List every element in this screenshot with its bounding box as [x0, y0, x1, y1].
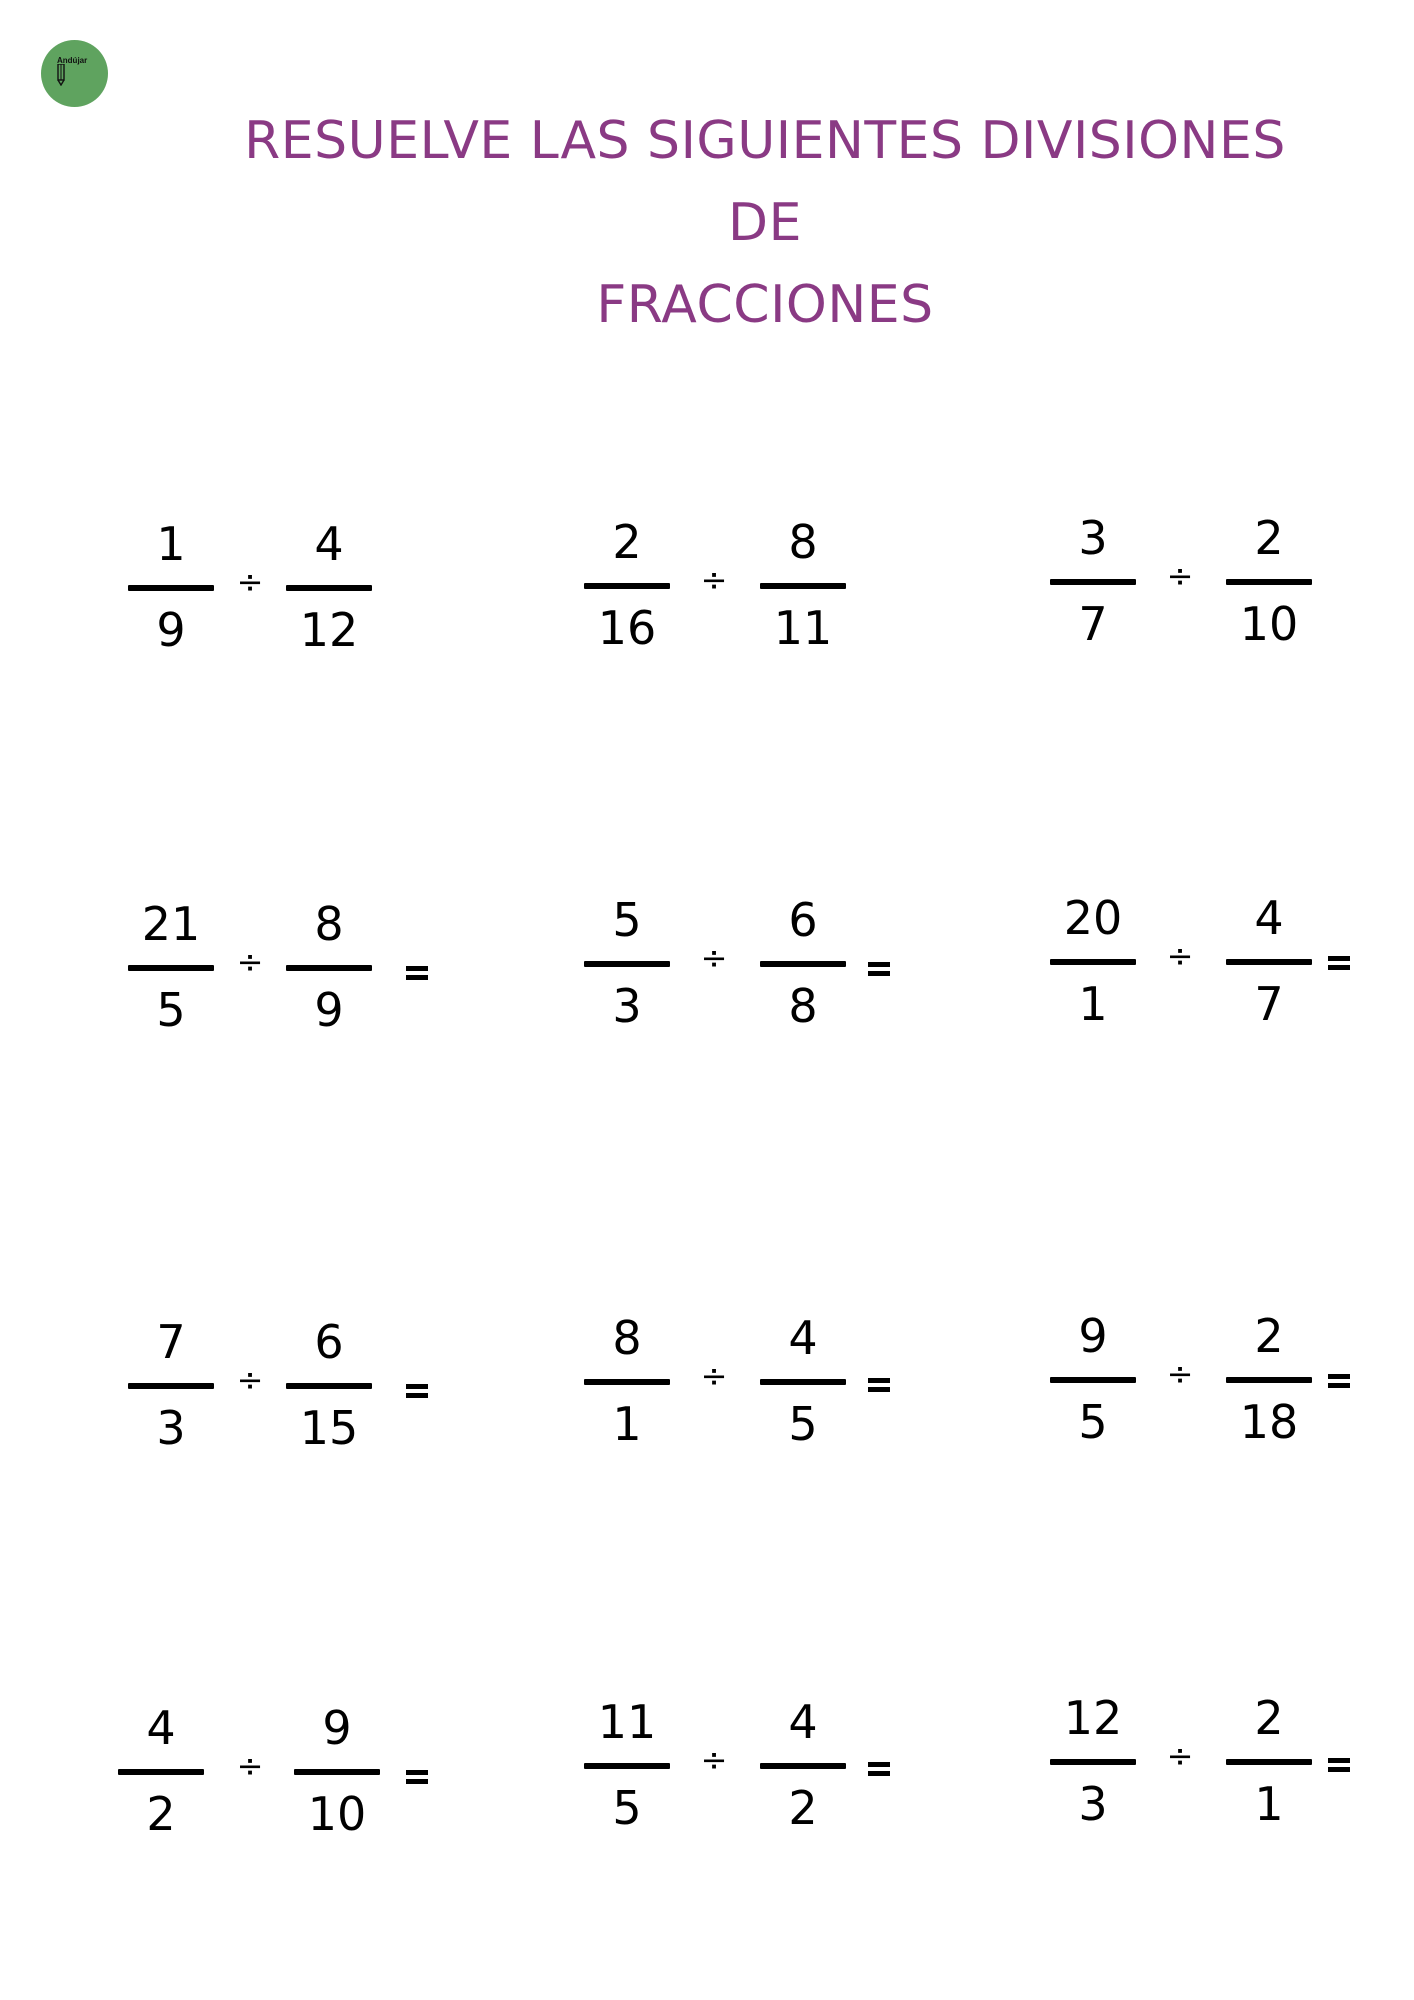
denominator: 10: [1239, 597, 1299, 651]
fraction-bar: [1226, 1759, 1312, 1765]
numerator: 6: [314, 1315, 344, 1369]
pencil-icon: [56, 64, 66, 86]
denominator: 15: [299, 1401, 359, 1455]
fraction-bar: [1050, 1377, 1136, 1383]
divide-operator: ÷: [700, 939, 728, 977]
equals-sign: [1328, 1374, 1350, 1388]
denominator: 1: [1078, 977, 1108, 1031]
numerator: 9: [322, 1701, 352, 1755]
numerator: 2: [1254, 1691, 1284, 1745]
fraction-bar: [286, 585, 372, 591]
problem-12: [1050, 1680, 1380, 1840]
logo-text: Andújar: [57, 56, 88, 65]
denominator: 3: [612, 979, 642, 1033]
denominator: 1: [1254, 1777, 1284, 1831]
divide-operator: ÷: [1166, 557, 1194, 595]
fraction-bar: [118, 1769, 204, 1775]
numerator: 7: [156, 1315, 186, 1369]
denominator: 3: [1078, 1777, 1108, 1831]
numerator: 4: [1254, 891, 1284, 945]
numerator: 4: [146, 1701, 176, 1755]
fraction-bar: [584, 1763, 670, 1769]
equals-sign: [406, 1770, 428, 1784]
numerator: 2: [1254, 1309, 1284, 1363]
denominator: 1: [612, 1397, 642, 1451]
fraction-bar: [128, 585, 214, 591]
numerator: 8: [612, 1311, 642, 1365]
denominator: 5: [1078, 1395, 1108, 1449]
problem-3: [1050, 500, 1380, 660]
problem-2: [584, 504, 914, 664]
divide-operator: ÷: [1166, 937, 1194, 975]
denominator: 9: [314, 983, 344, 1037]
denominator: 9: [156, 603, 186, 657]
fraction-bar: [760, 583, 846, 589]
denominator: 3: [156, 1401, 186, 1455]
problem-9: [1050, 1298, 1380, 1458]
fraction-bar: [286, 1383, 372, 1389]
divide-operator: ÷: [700, 561, 728, 599]
divide-operator: ÷: [236, 563, 264, 601]
numerator: 20: [1063, 891, 1123, 945]
fraction-bar: [1226, 959, 1312, 965]
equals-sign: [1328, 956, 1350, 970]
fraction-bar: [584, 961, 670, 967]
denominator: 18: [1239, 1395, 1299, 1449]
logo: [41, 40, 108, 107]
fraction-bar: [128, 1383, 214, 1389]
numerator: 6: [788, 893, 818, 947]
numerator: 4: [314, 517, 344, 571]
problem-8: [584, 1300, 914, 1460]
numerator: 11: [597, 1695, 657, 1749]
divide-operator: ÷: [236, 943, 264, 981]
divide-operator: ÷: [700, 1741, 728, 1779]
fraction-bar: [584, 1379, 670, 1385]
page-title: [200, 100, 1330, 346]
denominator: 10: [307, 1787, 367, 1841]
numerator: 12: [1063, 1691, 1123, 1745]
denominator: 12: [299, 603, 359, 657]
divide-operator: ÷: [236, 1361, 264, 1399]
fraction-bar: [286, 965, 372, 971]
equals-sign: [406, 1384, 428, 1398]
equals-sign: [868, 962, 890, 976]
fraction-bar: [1050, 579, 1136, 585]
divide-operator: ÷: [236, 1747, 264, 1785]
title-line-2: FRACCIONES: [596, 275, 934, 335]
title-line-1: RESUELVE LAS SIGUIENTES DIVISIONES DE: [244, 111, 1286, 253]
numerator: 3: [1078, 511, 1108, 565]
numerator: 8: [788, 515, 818, 569]
denominator: 16: [597, 601, 657, 655]
numerator: 2: [612, 515, 642, 569]
problem-4: [128, 886, 458, 1046]
fraction-bar: [294, 1769, 380, 1775]
problem-11: [584, 1684, 914, 1844]
numerator: 21: [141, 897, 201, 951]
numerator: 8: [314, 897, 344, 951]
fraction-bar: [1050, 959, 1136, 965]
equals-sign: [406, 966, 428, 980]
equals-sign: [868, 1378, 890, 1392]
numerator: 4: [788, 1695, 818, 1749]
denominator: 5: [788, 1397, 818, 1451]
denominator: 2: [788, 1781, 818, 1835]
problem-6: [1050, 880, 1380, 1040]
numerator: 4: [788, 1311, 818, 1365]
numerator: 5: [612, 893, 642, 947]
denominator: 2: [146, 1787, 176, 1841]
problem-5: [584, 882, 914, 1042]
fraction-bar: [584, 583, 670, 589]
problem-1: [128, 506, 458, 666]
denominator: 11: [773, 601, 833, 655]
fraction-bar: [1050, 1759, 1136, 1765]
equals-sign: [868, 1762, 890, 1776]
fraction-bar: [760, 1763, 846, 1769]
denominator: 5: [612, 1781, 642, 1835]
denominator: 7: [1078, 597, 1108, 651]
problem-10: [118, 1690, 448, 1850]
numerator: 2: [1254, 511, 1284, 565]
fraction-bar: [128, 965, 214, 971]
denominator: 7: [1254, 977, 1284, 1031]
fraction-bar: [1226, 579, 1312, 585]
problem-7: [128, 1304, 458, 1464]
equals-sign: [1328, 1758, 1350, 1772]
fraction-bar: [760, 1379, 846, 1385]
denominator: 5: [156, 983, 186, 1037]
denominator: 8: [788, 979, 818, 1033]
divide-operator: ÷: [1166, 1737, 1194, 1775]
divide-operator: ÷: [1166, 1355, 1194, 1393]
fraction-bar: [1226, 1377, 1312, 1383]
numerator: 1: [156, 517, 186, 571]
divide-operator: ÷: [700, 1357, 728, 1395]
fraction-bar: [760, 961, 846, 967]
numerator: 9: [1078, 1309, 1108, 1363]
